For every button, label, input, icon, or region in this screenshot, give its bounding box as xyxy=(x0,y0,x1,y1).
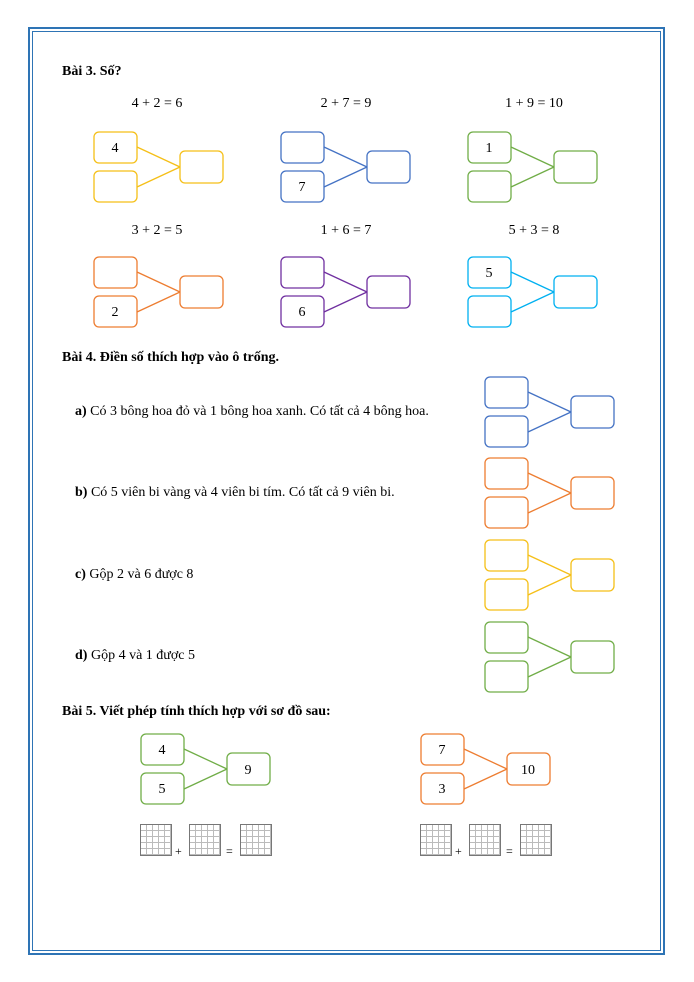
diagram-top-value: 5 xyxy=(485,266,493,281)
bai5-title: Bài 5. Viết phép tính thích hợp với sơ đồ sau: xyxy=(62,704,331,719)
diagram-result-box[interactable] xyxy=(571,641,614,673)
equals-sign: = xyxy=(506,844,513,858)
diagram-result-value: 10 xyxy=(521,763,535,778)
bai4-item-c xyxy=(75,567,193,583)
diagram-bottom-value: 7 xyxy=(298,180,306,195)
bai5-diagram-1 xyxy=(140,733,272,807)
diagram-result-box[interactable] xyxy=(571,477,614,509)
diagram-top-value: 4 xyxy=(111,141,119,156)
answer-grid-2a[interactable] xyxy=(420,824,452,856)
bai4-diagram-b xyxy=(484,457,616,531)
diagram-result-box[interactable] xyxy=(571,559,614,591)
diagram-result-box[interactable] xyxy=(367,151,410,183)
diagram-top-value: 7 xyxy=(438,743,446,758)
bai3-diagram-3 xyxy=(467,131,599,205)
equals-sign: = xyxy=(226,844,233,858)
bai3-equation-4: 3 + 2 = 5 xyxy=(131,223,183,238)
diagram-top-value: 1 xyxy=(485,141,493,156)
bai4-diagram-a xyxy=(484,376,616,450)
item-label: d) xyxy=(75,648,88,663)
answer-grid-1c[interactable] xyxy=(240,824,272,856)
diagram-result-box[interactable] xyxy=(554,151,597,183)
diagram-top-box[interactable] xyxy=(485,377,528,408)
item-text: Gộp 4 và 1 được 5 xyxy=(90,648,195,663)
item-label: a) xyxy=(75,404,87,419)
diagram-bottom-value: 2 xyxy=(111,305,119,320)
answer-grid-1a[interactable] xyxy=(140,824,172,856)
item-text: Gộp 2 và 6 được 8 xyxy=(89,567,194,582)
diagram-bottom-box[interactable] xyxy=(485,416,528,447)
bai3-title: Bài 3. Số? xyxy=(62,64,122,79)
bai4-diagram-c xyxy=(484,539,616,613)
diagram-top-box[interactable] xyxy=(485,622,528,653)
diagram-top-box[interactable] xyxy=(94,257,137,288)
bai4-title: Bài 4. Điền số thích hợp vào ô trống. xyxy=(62,350,279,365)
bai3-diagram-6 xyxy=(467,256,599,330)
diagram-bottom-box[interactable] xyxy=(468,296,511,327)
diagram-top-box[interactable] xyxy=(281,257,324,288)
plus-sign: + xyxy=(455,844,462,858)
plus-sign: + xyxy=(175,844,182,858)
answer-grid-1b[interactable] xyxy=(189,824,221,856)
diagram-bottom-box[interactable] xyxy=(485,661,528,692)
bai3-equation-3: 1 + 9 = 10 xyxy=(505,96,563,111)
bai4-item-d xyxy=(75,648,195,664)
bai3-equation-6: 5 + 3 = 8 xyxy=(508,223,560,238)
diagram-result-box[interactable] xyxy=(367,276,410,308)
answer-grid-2c[interactable] xyxy=(520,824,552,856)
diagram-bottom-box[interactable] xyxy=(468,171,511,202)
answer-grid-2b[interactable] xyxy=(469,824,501,856)
diagram-bottom-value: 6 xyxy=(298,305,306,320)
diagram-result-box[interactable] xyxy=(180,151,223,183)
bai3-diagram-1 xyxy=(93,131,225,205)
bai4-item-a xyxy=(75,404,429,420)
diagram-result-value: 9 xyxy=(244,763,252,778)
bai3-diagram-2 xyxy=(280,131,412,205)
item-text: Có 3 bông hoa đỏ và 1 bông hoa xanh. Có tất cả 4 bông hoa. xyxy=(90,404,429,419)
diagram-bottom-box[interactable] xyxy=(485,579,528,610)
diagram-result-box[interactable] xyxy=(554,276,597,308)
bai4-item-b xyxy=(75,485,395,501)
bai5-diagram-2 xyxy=(420,733,552,807)
bai3-diagram-5 xyxy=(280,256,412,330)
item-label: c) xyxy=(75,567,86,582)
bai3-equation-5: 1 + 6 = 7 xyxy=(320,223,372,238)
bai4-diagram-d xyxy=(484,621,616,695)
diagram-bottom-box[interactable] xyxy=(485,497,528,528)
diagram-result-box[interactable] xyxy=(571,396,614,428)
bai3-diagram-4 xyxy=(93,256,225,330)
item-text: Có 5 viên bi vàng và 4 viên bi tím. Có tất cả 9 viên bi. xyxy=(90,485,395,500)
diagram-top-box[interactable] xyxy=(485,458,528,489)
diagram-bottom-box[interactable] xyxy=(94,171,137,202)
diagram-top-box[interactable] xyxy=(281,132,324,163)
bai3-equation-1: 4 + 2 = 6 xyxy=(131,96,183,111)
bai3-equation-2: 2 + 7 = 9 xyxy=(320,96,372,111)
diagram-bottom-value: 3 xyxy=(438,782,446,797)
diagram-result-box[interactable] xyxy=(180,276,223,308)
item-label: b) xyxy=(75,485,88,500)
diagram-top-box[interactable] xyxy=(485,540,528,571)
diagram-bottom-value: 5 xyxy=(158,782,166,797)
diagram-top-value: 4 xyxy=(158,743,166,758)
